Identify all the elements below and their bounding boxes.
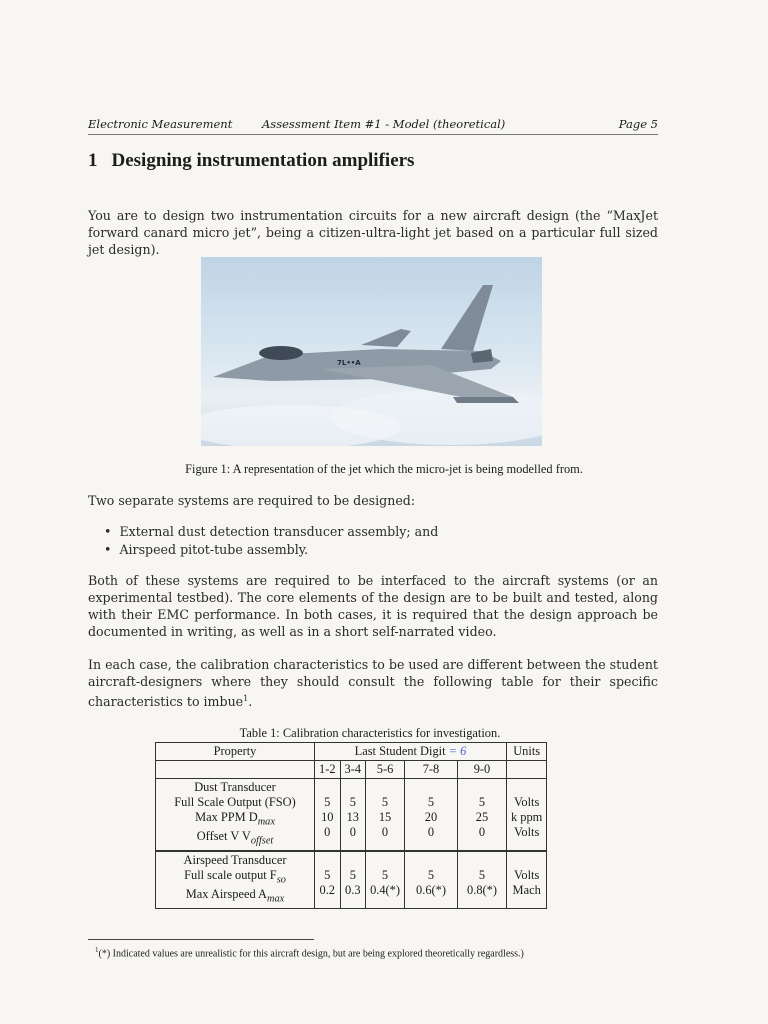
calibration-paragraph: In each case, the calibration characteristics to be used are different between the student aircraft-designers where they should consult the following table for their specific characteristics to imbue$^1$. bbox=[88, 657, 658, 710]
systems-list bbox=[104, 523, 438, 559]
section-title: Designing instrumentation amplifiers bbox=[111, 150, 415, 171]
footnote-text: (*) Indicated values are unrealistic for this aircraft design, but are being explored theoretically regardless.) bbox=[98, 948, 524, 960]
table-row: Airspeed Transducer Full scale output $F_{so}$ Max Airspeed $A_{max}$ 5 0.2 5 0.3 5 0.4(*) 5 0.6(*) 5 0.8(*) Volts Mach bbox=[156, 851, 547, 908]
systems-intro: Two separate systems are required to be designed: bbox=[88, 493, 416, 508]
footnote-rule bbox=[88, 939, 314, 940]
header-property: Property bbox=[156, 743, 315, 761]
table-row: Dust Transducer Full Scale Output (FSO) Max PPM $D_{max}$ Offset V $V_{offset}$ 5 10 0 5 13 0 5 15 0 5 20 0 5 25 0 Volts k ppm Volts bbox=[156, 779, 547, 851]
intro-paragraph: You are to design two instrumentation circuits for a new aircraft design (the “MaxJet forward canard micro jet”, being a citizen-ultra-light jet based on a particular full sized jet design). bbox=[88, 208, 658, 257]
section-heading bbox=[88, 150, 414, 172]
selected-digit-column: 5-6 bbox=[366, 761, 405, 779]
dust-transducer-heading: Dust Transducer Full Scale Output (FSO) Max PPM $D_{max}$ Offset V $V_{offset}$ bbox=[156, 779, 315, 851]
running-header bbox=[88, 116, 658, 135]
handwritten-note: = 6 bbox=[448, 744, 467, 758]
list-item: • Airspeed pitot-tube assembly. bbox=[104, 541, 438, 559]
airspeed-transducer-heading: Airspeed Transducer Full scale output $F_{so}$ Max Airspeed $A_{max}$ bbox=[156, 851, 315, 908]
header-assessment: Assessment Item #1 - Model (theoretical) bbox=[262, 117, 506, 131]
section-number: 1 bbox=[88, 150, 98, 171]
footnote-ref: 1 bbox=[243, 694, 249, 703]
calibration-table bbox=[155, 742, 547, 909]
header-units: Units bbox=[507, 743, 547, 761]
jet-figure bbox=[201, 257, 542, 446]
list-item: • External dust detection transducer assembly; and bbox=[104, 523, 438, 541]
header-last-digit: Last Student Digit = 6 bbox=[315, 743, 507, 761]
figure-caption: Figure 1: A representation of the jet which the micro-jet is being modelled from. bbox=[185, 462, 583, 476]
jet-illustration bbox=[201, 257, 542, 446]
footnote-mark: 1 bbox=[95, 946, 99, 954]
design-paragraph: Both of these systems are required to be interfaced to the aircraft systems (or an experimental testbed). The core elements of the design are to be built and tested, along with their EMC performance. In both cases, it is required that the design approach be documented in writing, as well as in a short self-narrated video. bbox=[88, 573, 658, 639]
header-page-number: Page 5 bbox=[618, 117, 658, 131]
table-caption: Table 1: Calibration characteristics for investigation. bbox=[239, 726, 501, 740]
digit-row: 1-2 3-4 5-6 7-8 9-0 bbox=[156, 761, 547, 779]
table-header-row bbox=[156, 743, 547, 761]
footnote bbox=[95, 946, 524, 959]
jet-tail-code: 7L••A bbox=[337, 359, 361, 367]
header-course: Electronic Measurement bbox=[88, 117, 233, 131]
